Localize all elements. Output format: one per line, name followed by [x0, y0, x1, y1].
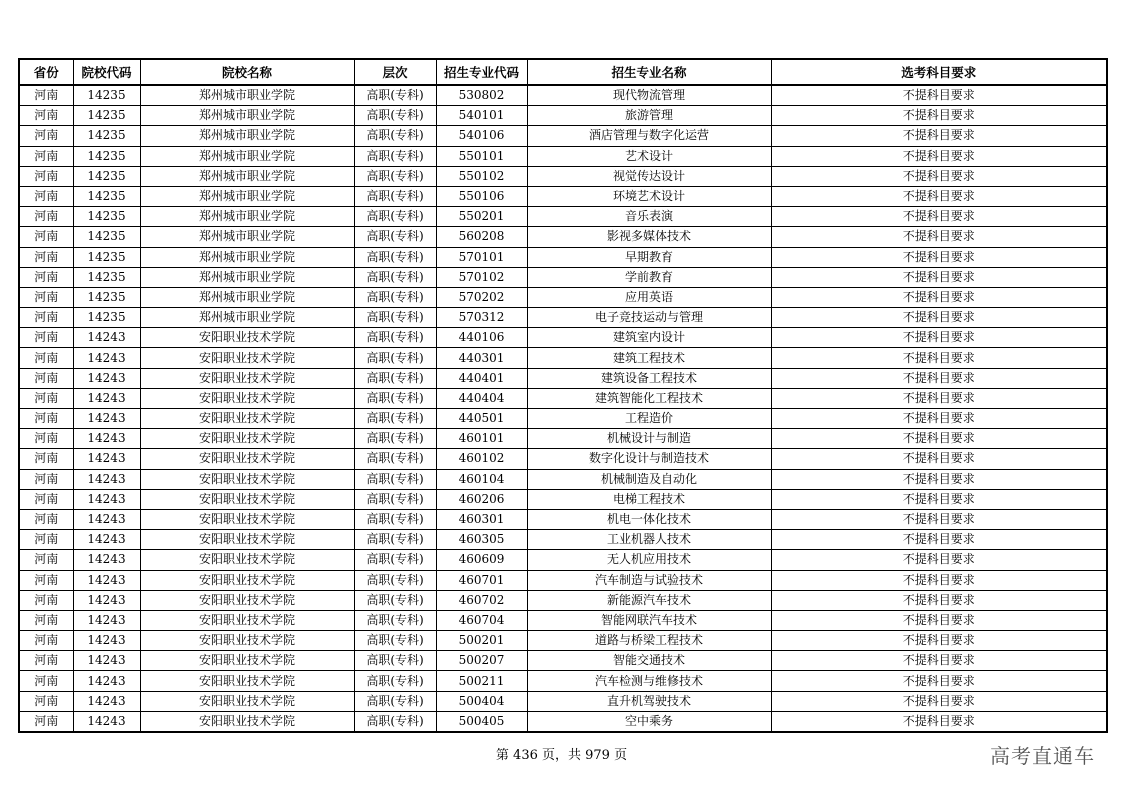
cell-major-code: 460702 — [436, 590, 527, 610]
table-row — [19, 550, 1107, 570]
col-header-level: 层次 — [354, 59, 436, 85]
cell-subject-requirement: 不提科目要求 — [771, 409, 1107, 429]
cell-major-code: 540101 — [436, 106, 527, 126]
cell-level: 高职(专科) — [354, 227, 436, 247]
cell-subject-requirement: 不提科目要求 — [771, 711, 1107, 732]
cell-school-code: 14243 — [73, 388, 140, 408]
cell-level: 高职(专科) — [354, 267, 436, 287]
cell-school-name: 安阳职业技术学院 — [140, 388, 354, 408]
cell-school-name: 郑州城市职业学院 — [140, 106, 354, 126]
cell-school-name: 郑州城市职业学院 — [140, 146, 354, 166]
cell-school-code: 14243 — [73, 691, 140, 711]
cell-major-code: 570312 — [436, 308, 527, 328]
cell-school-code: 14243 — [73, 590, 140, 610]
cell-subject-requirement: 不提科目要求 — [771, 691, 1107, 711]
table-row — [19, 166, 1107, 186]
cell-major-code: 570102 — [436, 267, 527, 287]
cell-province: 河南 — [19, 631, 73, 651]
cell-province: 河南 — [19, 328, 73, 348]
cell-level: 高职(专科) — [354, 348, 436, 368]
cell-major-name: 汽车检测与维修技术 — [527, 671, 771, 691]
cell-school-name: 安阳职业技术学院 — [140, 631, 354, 651]
cell-province: 河南 — [19, 651, 73, 671]
table-row — [19, 489, 1107, 509]
cell-school-code: 14235 — [73, 85, 140, 106]
cell-level: 高职(专科) — [354, 85, 436, 106]
cell-level: 高职(专科) — [354, 651, 436, 671]
cell-major-name: 建筑智能化工程技术 — [527, 388, 771, 408]
cell-level: 高职(专科) — [354, 550, 436, 570]
cell-subject-requirement: 不提科目要求 — [771, 287, 1107, 307]
cell-level: 高职(专科) — [354, 429, 436, 449]
cell-school-code: 14243 — [73, 530, 140, 550]
col-header-subject-requirement: 选考科目要求 — [771, 59, 1107, 85]
cell-school-code: 14235 — [73, 126, 140, 146]
cell-major-code: 540106 — [436, 126, 527, 146]
cell-subject-requirement: 不提科目要求 — [771, 429, 1107, 449]
cell-major-code: 460701 — [436, 570, 527, 590]
table-row — [19, 530, 1107, 550]
cell-level: 高职(专科) — [354, 449, 436, 469]
cell-level: 高职(专科) — [354, 166, 436, 186]
cell-major-name: 建筑设备工程技术 — [527, 368, 771, 388]
cell-level: 高职(专科) — [354, 328, 436, 348]
cell-major-name: 直升机驾驶技术 — [527, 691, 771, 711]
cell-school-name: 安阳职业技术学院 — [140, 509, 354, 529]
cell-major-name: 电子竞技运动与管理 — [527, 308, 771, 328]
cell-province: 河南 — [19, 570, 73, 590]
table-row — [19, 711, 1107, 732]
cell-province: 河南 — [19, 590, 73, 610]
cell-school-name: 安阳职业技术学院 — [140, 590, 354, 610]
cell-subject-requirement: 不提科目要求 — [771, 126, 1107, 146]
cell-school-code: 14243 — [73, 328, 140, 348]
cell-subject-requirement: 不提科目要求 — [771, 207, 1107, 227]
cell-province: 河南 — [19, 368, 73, 388]
table-row — [19, 691, 1107, 711]
cell-province: 河南 — [19, 509, 73, 529]
cell-major-name: 早期教育 — [527, 247, 771, 267]
cell-province: 河南 — [19, 530, 73, 550]
cell-province: 河南 — [19, 166, 73, 186]
cell-school-code: 14243 — [73, 631, 140, 651]
cell-major-name: 现代物流管理 — [527, 85, 771, 106]
cell-level: 高职(专科) — [354, 590, 436, 610]
cell-school-name: 安阳职业技术学院 — [140, 489, 354, 509]
table-row — [19, 368, 1107, 388]
cell-school-code: 14243 — [73, 348, 140, 368]
cell-major-name: 道路与桥梁工程技术 — [527, 631, 771, 651]
cell-school-name: 郑州城市职业学院 — [140, 227, 354, 247]
cell-major-name: 应用英语 — [527, 287, 771, 307]
cell-level: 高职(专科) — [354, 711, 436, 732]
cell-level: 高职(专科) — [354, 509, 436, 529]
cell-level: 高职(专科) — [354, 530, 436, 550]
cell-major-name: 影视多媒体技术 — [527, 227, 771, 247]
cell-subject-requirement: 不提科目要求 — [771, 146, 1107, 166]
cell-major-name: 无人机应用技术 — [527, 550, 771, 570]
cell-major-code: 440301 — [436, 348, 527, 368]
cell-province: 河南 — [19, 287, 73, 307]
cell-province: 河南 — [19, 409, 73, 429]
cell-school-code: 14243 — [73, 469, 140, 489]
table-row — [19, 671, 1107, 691]
cell-subject-requirement: 不提科目要求 — [771, 530, 1107, 550]
cell-province: 河南 — [19, 429, 73, 449]
cell-level: 高职(专科) — [354, 207, 436, 227]
cell-province: 河南 — [19, 207, 73, 227]
cell-province: 河南 — [19, 308, 73, 328]
watermark: 高考直通车 — [990, 744, 1095, 768]
cell-school-name: 安阳职业技术学院 — [140, 409, 354, 429]
cell-school-name: 郑州城市职业学院 — [140, 126, 354, 146]
cell-school-code: 14235 — [73, 186, 140, 206]
table-row — [19, 126, 1107, 146]
cell-level: 高职(专科) — [354, 489, 436, 509]
cell-subject-requirement: 不提科目要求 — [771, 85, 1107, 106]
cell-major-name: 环境艺术设计 — [527, 186, 771, 206]
cell-level: 高职(专科) — [354, 308, 436, 328]
cell-school-name: 郑州城市职业学院 — [140, 207, 354, 227]
table-row — [19, 348, 1107, 368]
cell-school-name: 郑州城市职业学院 — [140, 247, 354, 267]
cell-school-name: 安阳职业技术学院 — [140, 368, 354, 388]
cell-province: 河南 — [19, 388, 73, 408]
cell-school-code: 14243 — [73, 550, 140, 570]
table-row — [19, 509, 1107, 529]
cell-major-name: 数字化设计与制造技术 — [527, 449, 771, 469]
cell-school-code: 14243 — [73, 610, 140, 630]
cell-major-name: 工业机器人技术 — [527, 530, 771, 550]
cell-major-code: 500207 — [436, 651, 527, 671]
col-header-major-code: 招生专业代码 — [436, 59, 527, 85]
cell-major-code: 550101 — [436, 146, 527, 166]
cell-school-name: 安阳职业技术学院 — [140, 610, 354, 630]
cell-level: 高职(专科) — [354, 146, 436, 166]
cell-subject-requirement: 不提科目要求 — [771, 267, 1107, 287]
cell-level: 高职(专科) — [354, 287, 436, 307]
table-row — [19, 247, 1107, 267]
cell-province: 河南 — [19, 671, 73, 691]
table-row — [19, 651, 1107, 671]
cell-province: 河南 — [19, 186, 73, 206]
cell-major-code: 500405 — [436, 711, 527, 732]
cell-level: 高职(专科) — [354, 610, 436, 630]
cell-school-name: 郑州城市职业学院 — [140, 85, 354, 106]
cell-school-code: 14235 — [73, 287, 140, 307]
cell-subject-requirement: 不提科目要求 — [771, 509, 1107, 529]
cell-school-name: 安阳职业技术学院 — [140, 429, 354, 449]
cell-school-code: 14235 — [73, 207, 140, 227]
cell-province: 河南 — [19, 85, 73, 106]
cell-province: 河南 — [19, 247, 73, 267]
cell-school-code: 14243 — [73, 509, 140, 529]
cell-subject-requirement: 不提科目要求 — [771, 449, 1107, 469]
cell-major-code: 460301 — [436, 509, 527, 529]
cell-subject-requirement: 不提科目要求 — [771, 570, 1107, 590]
cell-level: 高职(专科) — [354, 388, 436, 408]
admission-table — [18, 58, 1108, 733]
cell-subject-requirement: 不提科目要求 — [771, 308, 1107, 328]
cell-subject-requirement: 不提科目要求 — [771, 610, 1107, 630]
cell-subject-requirement: 不提科目要求 — [771, 550, 1107, 570]
cell-level: 高职(专科) — [354, 106, 436, 126]
cell-school-name: 郑州城市职业学院 — [140, 287, 354, 307]
cell-major-code: 550106 — [436, 186, 527, 206]
cell-major-name: 汽车制造与试验技术 — [527, 570, 771, 590]
table-row — [19, 590, 1107, 610]
cell-school-code: 14235 — [73, 146, 140, 166]
cell-level: 高职(专科) — [354, 126, 436, 146]
cell-subject-requirement: 不提科目要求 — [771, 671, 1107, 691]
cell-subject-requirement: 不提科目要求 — [771, 388, 1107, 408]
table-row — [19, 308, 1107, 328]
cell-subject-requirement: 不提科目要求 — [771, 106, 1107, 126]
cell-school-name: 郑州城市职业学院 — [140, 308, 354, 328]
cell-major-name: 酒店管理与数字化运营 — [527, 126, 771, 146]
cell-major-name: 视觉传达设计 — [527, 166, 771, 186]
cell-major-code: 440404 — [436, 388, 527, 408]
cell-province: 河南 — [19, 550, 73, 570]
cell-school-code: 14235 — [73, 247, 140, 267]
cell-school-code: 14243 — [73, 671, 140, 691]
cell-level: 高职(专科) — [354, 570, 436, 590]
table-row — [19, 469, 1107, 489]
cell-province: 河南 — [19, 489, 73, 509]
cell-level: 高职(专科) — [354, 247, 436, 267]
table-row — [19, 429, 1107, 449]
cell-subject-requirement: 不提科目要求 — [771, 227, 1107, 247]
cell-major-name: 工程造价 — [527, 409, 771, 429]
cell-major-code: 550201 — [436, 207, 527, 227]
cell-major-code: 570202 — [436, 287, 527, 307]
cell-major-code: 440106 — [436, 328, 527, 348]
cell-level: 高职(专科) — [354, 409, 436, 429]
cell-level: 高职(专科) — [354, 469, 436, 489]
cell-major-code: 560208 — [436, 227, 527, 247]
cell-subject-requirement: 不提科目要求 — [771, 651, 1107, 671]
cell-subject-requirement: 不提科目要求 — [771, 489, 1107, 509]
cell-major-code: 460704 — [436, 610, 527, 630]
cell-major-code: 440401 — [436, 368, 527, 388]
cell-school-name: 安阳职业技术学院 — [140, 530, 354, 550]
cell-major-name: 新能源汽车技术 — [527, 590, 771, 610]
cell-major-name: 机电一体化技术 — [527, 509, 771, 529]
cell-province: 河南 — [19, 106, 73, 126]
cell-major-name: 旅游管理 — [527, 106, 771, 126]
cell-subject-requirement: 不提科目要求 — [771, 348, 1107, 368]
cell-major-code: 500211 — [436, 671, 527, 691]
cell-school-code: 14235 — [73, 308, 140, 328]
cell-school-name: 安阳职业技术学院 — [140, 570, 354, 590]
col-header-school-name: 院校名称 — [140, 59, 354, 85]
cell-school-name: 安阳职业技术学院 — [140, 328, 354, 348]
cell-province: 河南 — [19, 449, 73, 469]
cell-province: 河南 — [19, 469, 73, 489]
col-header-school-code: 院校代码 — [73, 59, 140, 85]
cell-major-name: 学前教育 — [527, 267, 771, 287]
cell-school-name: 安阳职业技术学院 — [140, 711, 354, 732]
cell-major-name: 机械设计与制造 — [527, 429, 771, 449]
cell-level: 高职(专科) — [354, 368, 436, 388]
table-row — [19, 106, 1107, 126]
table-row — [19, 267, 1107, 287]
cell-school-code: 14243 — [73, 570, 140, 590]
cell-school-code: 14243 — [73, 429, 140, 449]
table-row — [19, 449, 1107, 469]
cell-major-name: 空中乘务 — [527, 711, 771, 732]
cell-school-code: 14243 — [73, 449, 140, 469]
table-row — [19, 186, 1107, 206]
cell-province: 河南 — [19, 711, 73, 732]
cell-level: 高职(专科) — [354, 671, 436, 691]
cell-school-code: 14243 — [73, 489, 140, 509]
cell-major-code: 570101 — [436, 247, 527, 267]
cell-subject-requirement: 不提科目要求 — [771, 328, 1107, 348]
cell-major-code: 460305 — [436, 530, 527, 550]
cell-school-name: 安阳职业技术学院 — [140, 449, 354, 469]
cell-school-code: 14235 — [73, 106, 140, 126]
table-row — [19, 388, 1107, 408]
cell-major-code: 460101 — [436, 429, 527, 449]
table-row — [19, 631, 1107, 651]
col-header-province: 省份 — [19, 59, 73, 85]
table-body — [19, 85, 1107, 732]
cell-school-name: 郑州城市职业学院 — [140, 267, 354, 287]
cell-major-name: 音乐表演 — [527, 207, 771, 227]
cell-school-code: 14243 — [73, 368, 140, 388]
cell-major-name: 建筑室内设计 — [527, 328, 771, 348]
cell-major-code: 460102 — [436, 449, 527, 469]
cell-subject-requirement: 不提科目要求 — [771, 166, 1107, 186]
cell-major-name: 智能网联汽车技术 — [527, 610, 771, 630]
cell-province: 河南 — [19, 146, 73, 166]
cell-major-name: 建筑工程技术 — [527, 348, 771, 368]
table-header-row — [19, 59, 1107, 85]
cell-province: 河南 — [19, 126, 73, 146]
cell-major-code: 500404 — [436, 691, 527, 711]
cell-major-code: 460206 — [436, 489, 527, 509]
cell-subject-requirement: 不提科目要求 — [771, 469, 1107, 489]
cell-province: 河南 — [19, 610, 73, 630]
cell-major-name: 智能交通技术 — [527, 651, 771, 671]
cell-level: 高职(专科) — [354, 186, 436, 206]
cell-school-name: 安阳职业技术学院 — [140, 348, 354, 368]
cell-subject-requirement: 不提科目要求 — [771, 368, 1107, 388]
cell-province: 河南 — [19, 267, 73, 287]
cell-school-code: 14243 — [73, 651, 140, 671]
cell-school-code: 14235 — [73, 267, 140, 287]
cell-province: 河南 — [19, 691, 73, 711]
cell-subject-requirement: 不提科目要求 — [771, 631, 1107, 651]
cell-school-name: 安阳职业技术学院 — [140, 671, 354, 691]
cell-major-code: 460104 — [436, 469, 527, 489]
cell-subject-requirement: 不提科目要求 — [771, 186, 1107, 206]
cell-level: 高职(专科) — [354, 631, 436, 651]
cell-province: 河南 — [19, 348, 73, 368]
cell-school-name: 安阳职业技术学院 — [140, 550, 354, 570]
cell-province: 河南 — [19, 227, 73, 247]
cell-major-name: 机械制造及自动化 — [527, 469, 771, 489]
table-row — [19, 409, 1107, 429]
cell-major-code: 500201 — [436, 631, 527, 651]
cell-school-code: 14235 — [73, 166, 140, 186]
cell-school-name: 安阳职业技术学院 — [140, 651, 354, 671]
cell-major-code: 460609 — [436, 550, 527, 570]
cell-major-name: 电梯工程技术 — [527, 489, 771, 509]
cell-major-name: 艺术设计 — [527, 146, 771, 166]
table-row — [19, 85, 1107, 106]
cell-school-name: 郑州城市职业学院 — [140, 186, 354, 206]
table-row — [19, 328, 1107, 348]
cell-school-name: 郑州城市职业学院 — [140, 166, 354, 186]
cell-level: 高职(专科) — [354, 691, 436, 711]
cell-subject-requirement: 不提科目要求 — [771, 590, 1107, 610]
table-row — [19, 570, 1107, 590]
cell-school-code: 14235 — [73, 227, 140, 247]
cell-school-name: 安阳职业技术学院 — [140, 469, 354, 489]
table-row — [19, 610, 1107, 630]
page-number: 第 436 页，共 979 页 — [495, 748, 628, 763]
table-row — [19, 227, 1107, 247]
cell-school-name: 安阳职业技术学院 — [140, 691, 354, 711]
cell-major-code: 530802 — [436, 85, 527, 106]
cell-major-code: 440501 — [436, 409, 527, 429]
cell-subject-requirement: 不提科目要求 — [771, 247, 1107, 267]
table-row — [19, 287, 1107, 307]
table-row — [19, 146, 1107, 166]
cell-school-code: 14243 — [73, 409, 140, 429]
table-row — [19, 207, 1107, 227]
cell-major-code: 550102 — [436, 166, 527, 186]
col-header-major-name: 招生专业名称 — [527, 59, 771, 85]
cell-school-code: 14243 — [73, 711, 140, 732]
